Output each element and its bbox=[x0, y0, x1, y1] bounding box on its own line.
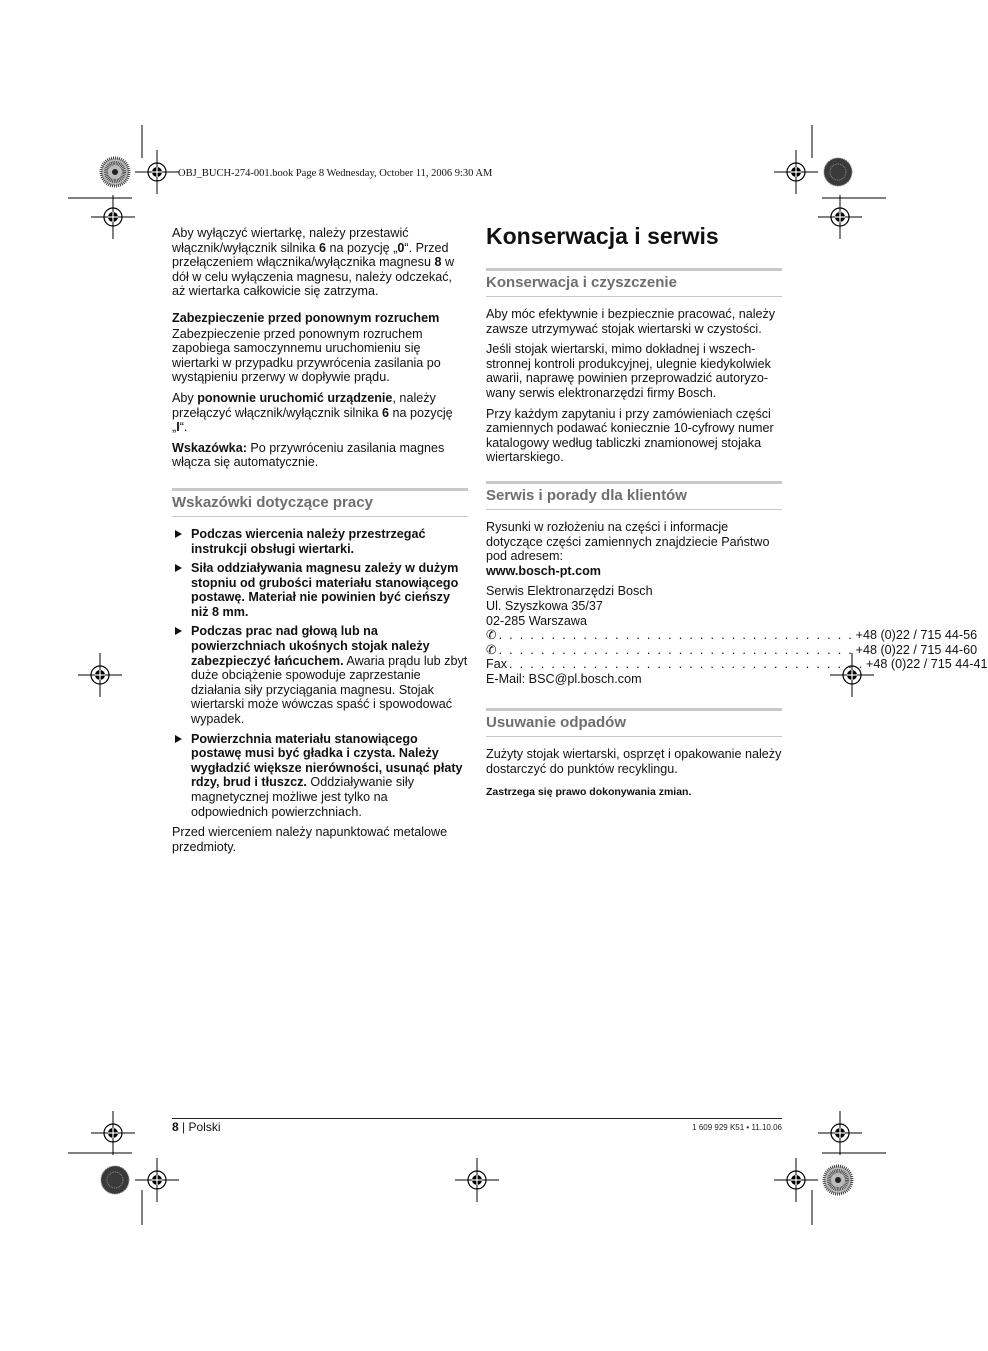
restart-paragraph: Aby ponownie uruchomić urządzenie, należy przełączyć włącznik/wyłącznik silnika 6 na pozycję „I“. bbox=[172, 390, 453, 435]
disposal-p1: Zużyty stojak wiertarski, osprzęt i opakowanie należy dostarczyć do punktów recyklingu. bbox=[486, 747, 782, 777]
address-line: 02-285 Warszawa bbox=[486, 613, 588, 628]
phone-number: +48 (0)22 / 715 44-56 bbox=[855, 628, 978, 643]
list-item: Siła oddziaływania magnesu zależy w dużym stopniu od grubości materiału stanowiącego postawę. Materiał nie powinien być cieńszy niż 8 mm. bbox=[172, 561, 468, 619]
closing-paragraph: Przed wierceniem należy napunktować metalowe przedmioty. bbox=[172, 825, 448, 854]
fax-number: +48 (0)22 / 715 44-41 bbox=[866, 657, 988, 672]
changes-note: Zastrzega się prawo dokonywania zmian. bbox=[486, 785, 692, 798]
restart-protection-heading: Zabezpieczenie przed ponownym rozruchem bbox=[172, 310, 440, 325]
file-info: OBJ_BUCH-274-001.book Page 8 Wednesday, October 11, 2006 9:30 AM bbox=[178, 168, 493, 179]
left-column bbox=[172, 226, 468, 860]
work-tips-list bbox=[172, 527, 468, 819]
phone-icon: ✆ bbox=[486, 642, 497, 657]
footer-page-info bbox=[172, 1120, 221, 1134]
disposal-heading: Usuwanie odpadów bbox=[486, 708, 782, 737]
bullet-arrow-icon bbox=[175, 627, 182, 635]
fax-label: Fax bbox=[486, 657, 507, 672]
leader-dots: . . . . . . . . . . . . . . . . . . . . . . . . . . . . . . . . . . bbox=[509, 657, 865, 672]
page-title: Konserwacja i serwis bbox=[486, 223, 719, 249]
restart-protection-text: Zabezpieczenie przed ponownym rozruchem zapobiega samoczynnemu uruchomieniu się wiertarki w przypadku przywrócenia zasilania po wystąpieniu przerwy w dopływie prądu. bbox=[172, 326, 441, 385]
leader-dots: . . . . . . . . . . . . . . . . . . . . . . . . . . . . . . . . . . bbox=[498, 642, 854, 657]
list-item: Podczas wiercenia należy przestrzegać instrukcji obsługi wiertarki. bbox=[172, 527, 468, 556]
list-item: Powierzchnia materiału stanowiącego postawę musi być gładka i czysta. Należy wygładzić większe nierówności, usunąć płaty rdzy, brud i tłuszcz. Oddziaływanie siły magnetycznej możliwe jest tylko na odpowiednich powierzchniach. bbox=[172, 732, 468, 820]
footer-divider bbox=[172, 1118, 782, 1119]
phone-row bbox=[486, 642, 978, 658]
work-tips-heading: Wskazówki dotyczące pracy bbox=[172, 488, 468, 517]
maintenance-p2: Jeśli stojak wiertarski, mimo dokładnej i wszech-stronnej kontroli produkcyjnej, ulegnie kiedykolwiek awarii, naprawę powinien przeprowadzić autoryzo-wany serwis elektronarzędzi firmy Bosch. bbox=[486, 342, 771, 400]
maintenance-p1: Aby móc efektywnie i bezpiecznie pracować, należy zawsze utrzymywać stojak wiertarski w czystości. bbox=[486, 307, 776, 336]
footer-separator: | bbox=[178, 1120, 189, 1134]
switch-off-paragraph: Aby wyłączyć wiertarkę, należy przestawić włącznik/wyłącznik silnika 6 na pozycję „0“. Przed przełączeniem włącznika/wyłącznika magnesu 8 w dół w celu wyłączenia magnesu, należy odczekać, aż wiertarka całkowicie się zatrzyma. bbox=[172, 226, 455, 299]
bullet-arrow-icon bbox=[175, 564, 182, 572]
maintenance-heading: Konserwacja i czyszczenie bbox=[486, 268, 782, 297]
right-column bbox=[486, 222, 988, 805]
leader-dots: . . . . . . . . . . . . . . . . . . . . . . . . . . . . . . . . . . bbox=[498, 628, 854, 643]
address-line: Ul. Szyszkowa 35/37 bbox=[486, 598, 603, 613]
email-line[interactable]: E-Mail: BSC@pl.bosch.com bbox=[486, 671, 642, 686]
maintenance-p3: Przy każdym zapytaniu i przy zamówieniach części zamiennych podawać koniecznie 10-cyfrowy numer katalogowy według tabliczki znamionowej stojaka wiertarskiego. bbox=[486, 406, 774, 465]
footer-language: Polski bbox=[188, 1120, 221, 1134]
footer-code: 1 609 929 K51 • 11.10.06 bbox=[692, 1123, 782, 1132]
service-url[interactable]: www.bosch-pt.com bbox=[486, 563, 601, 578]
address-line: Serwis Elektronarzędzi Bosch bbox=[486, 584, 653, 599]
bullet-arrow-icon bbox=[175, 530, 182, 538]
phone-row bbox=[486, 628, 978, 643]
fax-row bbox=[486, 657, 988, 672]
service-address bbox=[486, 584, 782, 628]
service-heading: Serwis i porady dla klientów bbox=[486, 481, 782, 510]
phone-number: +48 (0)22 / 715 44-60 bbox=[855, 642, 978, 657]
note-paragraph: Wskazówka: Po przywróceniu zasilania magnes włącza się automatycznie. bbox=[172, 440, 445, 470]
page-number: 8 bbox=[172, 1120, 179, 1134]
phone-icon: ✆ bbox=[486, 628, 497, 643]
bullet-arrow-icon bbox=[175, 735, 182, 743]
service-p1: Rysunki w rozłożeniu na części i informacje dotyczące części zamiennych znajdziecie Państwo pod adresem: bbox=[486, 519, 770, 564]
list-item: Podczas prac nad głową lub na powierzchniach ukośnych stojak należy zabezpieczyć łańcuchem. Awaria prądu lub zbyt duże obciążenie spowoduje zaprzestanie działania siły przyciągania magnesu. Stojak wiertarski może wówczas spaść i spowodować wypadek. bbox=[172, 624, 468, 726]
